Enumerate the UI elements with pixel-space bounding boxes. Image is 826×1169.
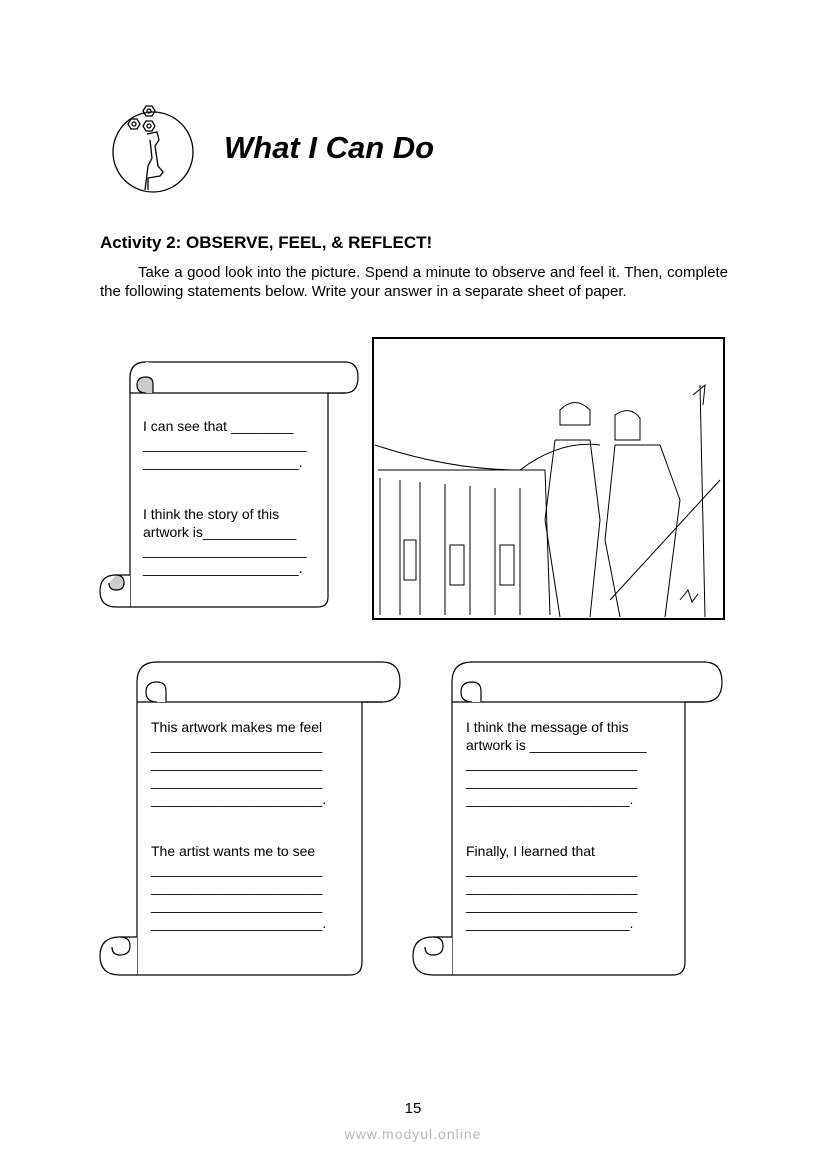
hand-with-wrench-icon	[113, 106, 193, 192]
page-title: What I Can Do	[224, 130, 435, 165]
artwork-soldiers-sketch	[373, 338, 724, 619]
activity-instructions: Take a good look into the picture. Spend a minute to observe and feel it. Then, complete the following statements below. Write your answer in a separate sheet of paper.	[100, 264, 728, 300]
watermark: www.modyul.online	[344, 1126, 482, 1142]
scroll-2-prompt-2: The artist wants me to see ______________________ ______________________ ______________________ ______________________.	[151, 843, 327, 931]
scroll-1-prompt-2: I think the story of this artwork is____________ _____________________ ____________________.	[143, 506, 307, 576]
scroll-2-prompt-1: This artwork makes me feel ______________________ ______________________ ______________________ ______________________.	[151, 719, 327, 807]
page-number: 15	[404, 1100, 422, 1117]
scroll-1-prompt-1: I can see that ________ _____________________ ____________________.	[143, 418, 307, 470]
activity-heading: Activity 2: OBSERVE, FEEL, & REFLECT!	[100, 233, 433, 252]
scroll-3-prompt-2: Finally, I learned that ______________________ ______________________ ______________________ _____________________.	[466, 843, 638, 931]
scroll-3-prompt-1: I think the message of this artwork is _______________ ______________________ ______________________ _____________________.	[466, 719, 647, 807]
